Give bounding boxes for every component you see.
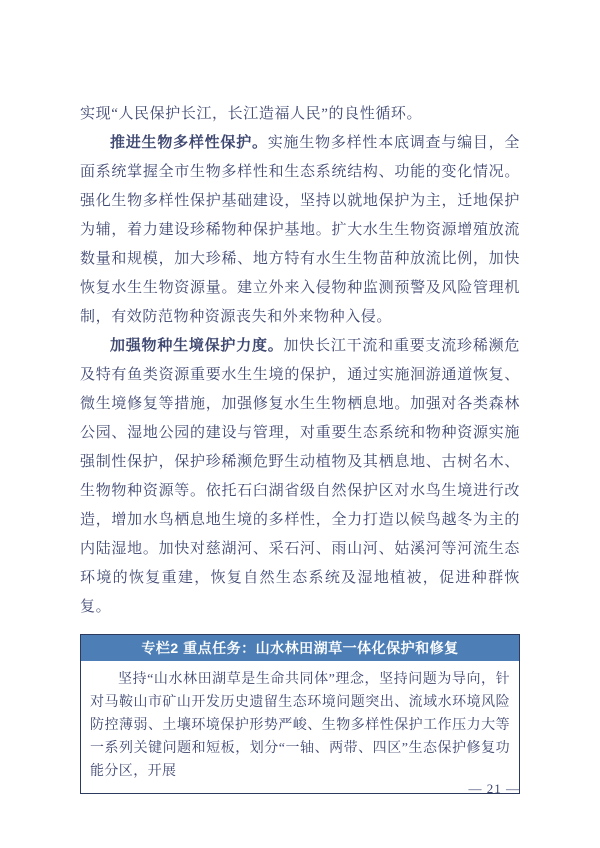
paragraph-text: 实施生物多样性本底调查与编目，全面系统掌握全市生物多样性和生态系统结构、功能的变化情况。强化生物多样性保护基础建设，坚持以就地保护为主，迁地保护为辅，着力建设珍稀物种保护基地。扩大水生生物资源增殖放流数量和规模，加大珍稀、地方特有水生生物苗种放流比例，加快恢复水生生物资源量。建立外来入侵物种监测预警及风险管理机制，有效防范物种资源丧失和外来物种入侵。 xyxy=(80,135,520,325)
paragraph-text: 加快长江干流和重要支流珍稀濒危及特有鱼类资源重要水生生境的保护，通过实施洄游通道恢复、微生境修复等措施，加强修复水生生物栖息地。加强对各类森林公园、湿地公园的建设与管理，对重要生态系统和物种资源实施强制性保护，保护珍稀濒危野生动植物及其栖息地、古树名木、生物物种资源等。依托石臼湖省级自然保护区对水鸟生境进行改造，增加水鸟栖息地生境的多样性，全力打造以候鸟越冬为主的内陆湿地。加快对慈湖河、采石河、雨山河、姑溪河等河流生态环境的恢复重建，恢复自然生态系统及湿地植被，促进种群恢复。 xyxy=(80,338,520,615)
page-content xyxy=(80,100,520,794)
paragraph-lead: 加强物种生境保护力度。 xyxy=(110,338,284,354)
paragraph xyxy=(80,100,520,129)
paragraph xyxy=(80,332,520,622)
callout-body: 坚持“山水林田湖草是生命共同体”理念，坚持问题为导向，针对马鞍山市矿山开发历史遗留生态环境问题突出、流域水环境风险防控薄弱、土壤环境保护形势严峻、生物多样性保护工作压力大等一系列关键问题和短板，划分“一轴、两带、四区”生态保护修复功能分区，开展 xyxy=(90,672,510,779)
callout-box xyxy=(80,634,520,794)
paragraph xyxy=(80,129,520,332)
page-number: — 21 — xyxy=(468,781,520,796)
callout-title: 专栏2 重点任务：山水林田湖草一体化保护和修复 xyxy=(81,635,519,661)
paragraph-text: 实现“人民保护长江，长江造福人民”的良性循环。 xyxy=(80,106,423,122)
paragraph-lead: 推进生物多样性保护。 xyxy=(110,135,268,151)
